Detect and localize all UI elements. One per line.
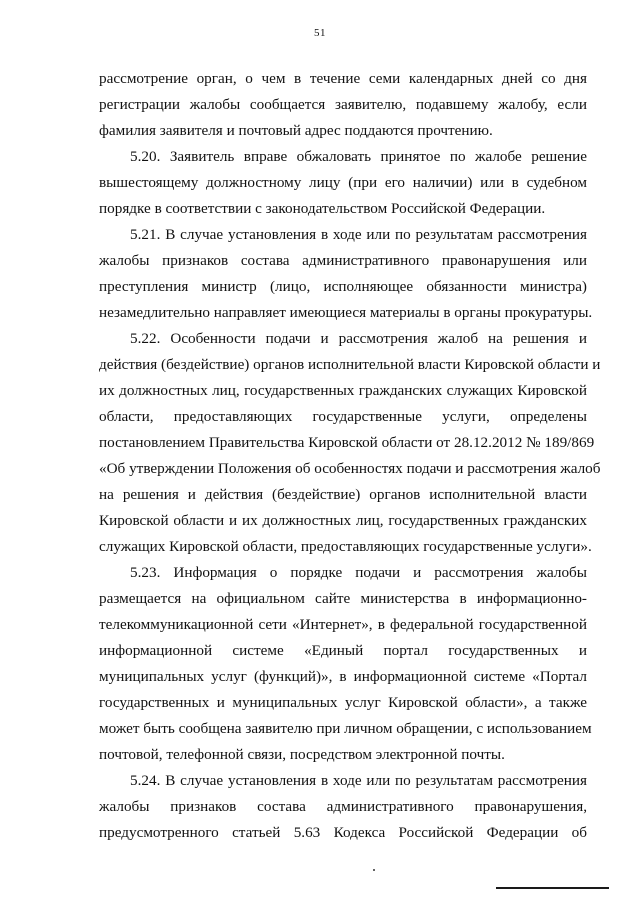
paragraph-line: 5.22. Особенности подачи и рассмотрения жалоб на решения и: [130, 330, 587, 347]
paragraph-line: регистрации жалобы сообщается заявителю, подавшему жалобу, если: [99, 96, 587, 113]
paragraph-line: муниципальных услуг (функций)», в информационной системе «Портал: [99, 668, 587, 685]
paragraph-line: государственных и муниципальных услуг Кировской области», а также: [99, 694, 587, 711]
paragraph-line: незамедлительно направляет имеющиеся материалы в органы прокуратуры.: [99, 304, 593, 321]
paragraph-line: предусмотренного статьей 5.63 Кодекса Российской Федерации об: [99, 824, 587, 841]
paragraph-line: почтовой, телефонной связи, посредством электронной почты.: [99, 746, 505, 763]
paragraph-line: жалобы признаков состава административного правонарушения или: [99, 252, 587, 269]
paragraph-line: жалобы признаков состава административного правонарушения,: [99, 798, 587, 815]
paragraph-line: постановлением Правительства Кировской области от 28.12.2012 № 189/869: [99, 434, 595, 451]
paragraph-line: информационной системе «Единый портал государственных и: [99, 642, 587, 659]
paragraph-line: действия (бездействие) органов исполнительной власти Кировской области и: [99, 356, 601, 373]
paragraph-line: может быть сообщена заявителю при личном обращении, с использованием: [99, 720, 592, 737]
paragraph-line: на решения и действия (бездействие) органов исполнительной власти: [99, 486, 587, 503]
paragraph-line: 5.23. Информация о порядке подачи и рассмотрения жалобы: [130, 564, 587, 581]
paragraph-line: преступления министр (лицо, исполняющее обязанности министра): [99, 278, 587, 295]
paragraph-line: их должностных лиц, государственных гражданских служащих Кировской: [99, 382, 587, 399]
footer-rule: [496, 887, 609, 889]
paragraph-line: 5.21. В случае установления в ходе или по результатам рассмотрения: [130, 226, 587, 243]
paragraph-line: вышестоящему должностному лицу (при его наличии) или в судебном: [99, 174, 587, 191]
paragraph-line: «Об утверждении Положения об особенностях подачи и рассмотрения жалоб: [99, 460, 601, 477]
paragraph-line: 5.20. Заявитель вправе обжаловать принятое по жалобе решение: [130, 148, 587, 165]
paragraph-line: телекоммуникационной сети «Интернет», в федеральной государственной: [99, 616, 587, 633]
paragraph-line: области, предоставляющих государственные услуги, определены: [99, 408, 587, 425]
scan-dot: [373, 869, 375, 871]
paragraph-line: рассмотрение орган, о чем в течение семи календарных дней со дня: [99, 70, 587, 87]
page-number: 51: [314, 27, 326, 39]
paragraph-line: Кировской области и их должностных лиц, государственных гражданских: [99, 512, 587, 529]
paragraph-line: фамилия заявителя и почтовый адрес поддаются прочтению.: [99, 122, 493, 139]
paragraph-line: служащих Кировской области, предоставляющих государственные услуги».: [99, 538, 592, 555]
paragraph-line: порядке в соответствии с законодательством Российской Федерации.: [99, 200, 546, 217]
paragraph-line: 5.24. В случае установления в ходе или по результатам рассмотрения: [130, 772, 587, 789]
paragraph-line: размещается на официальном сайте министерства в информационно-: [99, 590, 587, 607]
